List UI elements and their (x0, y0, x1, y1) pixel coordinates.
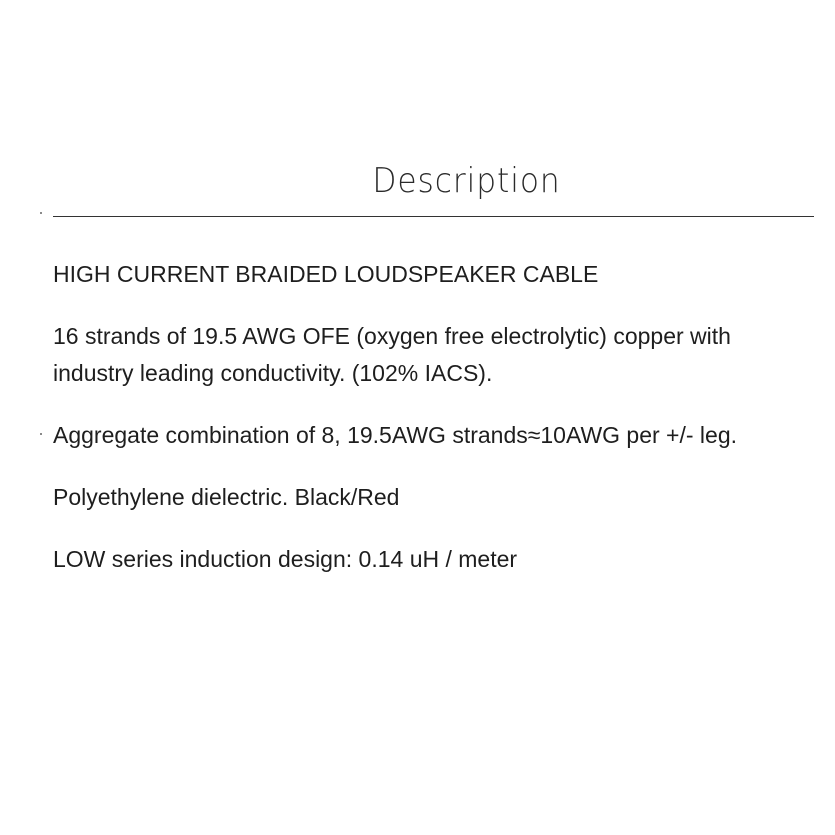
decorative-dot (40, 212, 42, 214)
description-paragraph-induction: LOW series induction design: 0.14 uH / meter (53, 546, 518, 572)
description-heading: HIGH CURRENT BRAIDED LOUDSPEAKER CABLE (53, 261, 599, 287)
description-paragraph-strands: 16 strands of 19.5 AWG OFE (oxygen free electrolytic) copper with industry leading conductivity. (102% IACS). (53, 323, 731, 386)
decorative-dot (40, 433, 42, 435)
title-divider (53, 216, 814, 217)
description-body (53, 256, 813, 603)
description-paragraph-dielectric: Polyethylene dielectric. Black/Red (53, 484, 400, 510)
description-paragraph-aggregate: Aggregate combination of 8, 19.5AWG strands≈10AWG per +/- leg. (53, 422, 738, 448)
section-title: Description (372, 161, 561, 201)
